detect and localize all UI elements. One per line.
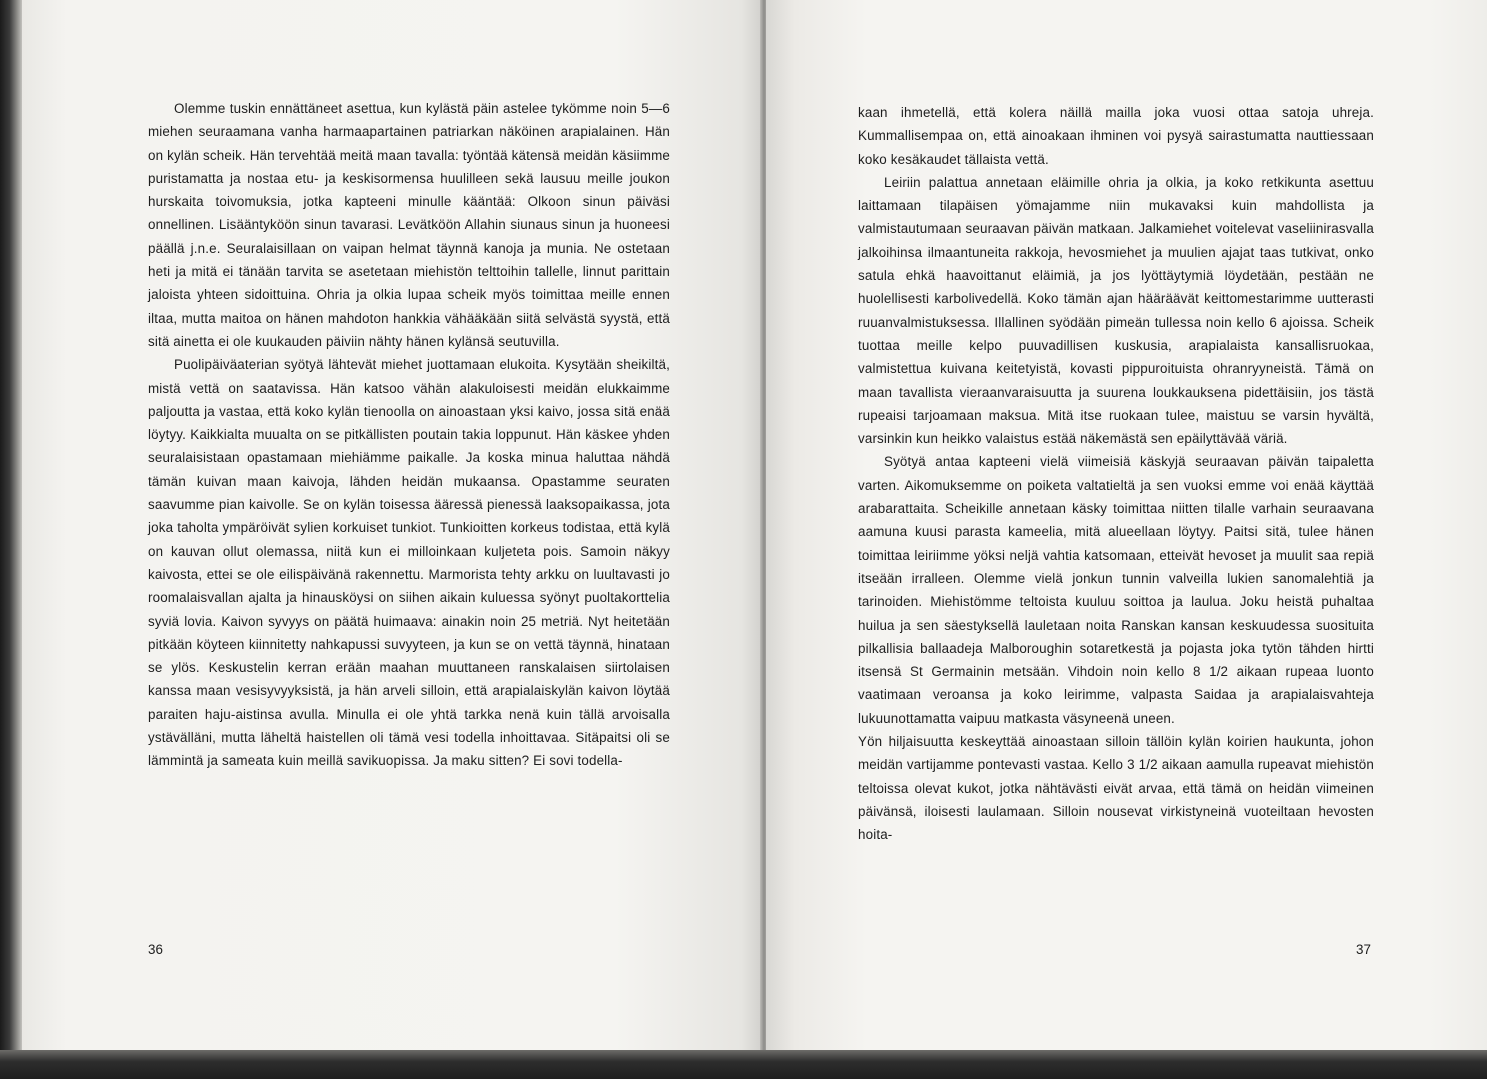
scanner-edge-shadow [0,0,24,1079]
right-page-text [858,101,1374,847]
paragraph: kaan ihmetellä, että kolera näillä mailla joka vuosi ottaa satoja uhreja. Kummallisempaa on, että ainoakaan ihminen voi pysyä sairastumatta nauttiessaan koko kesäkaudet tällaista vettä. [858,105,1374,167]
left-page [22,0,764,1052]
scanner-bottom-shadow [0,1050,1487,1079]
right-page [766,0,1487,1056]
paragraph: Yön hiljaisuutta keskeyttää ainoastaan silloin tällöin kylän koirien haukunta, johon meidän vartijamme pontevasti vastaa. Kello 3 1/2 aikaan aamulla rupeavat miehistön teltoissa olevat kukot, jotka nähtävästi eivät arvaa, että tämä on heidän viimeinen päivänsä, iloisesti laulamaan. Silloin nousevat virkistyneinä vuoteiltaan hevosten hoita- [858,734,1374,843]
paragraph: Leiriin palattua annetaan eläimille ohria ja olkia, ja koko retkikunta asettuu laittamaan tilapäisen yömajamme niin mukavaksi kuin mahdollista ja valmistautumaan seuraavan päivän matkaan. Jalkamiehet voitelevat vaseliinirasvalla jalkoihinsa ilmaantuneita rakkoja, hevosmiehet ja muulien ajajat taas tutkivat, onko satula ehkä haavoittanut eläimiä, ja jos lyöttäytymiä löydetään, pestään ne huolellisesti karbolivedellä. Koko tämän ajan hääräävät keittomestarimme uutterasti ruuanvalmistuksessa. Illallinen syödään pimeän tullessa noin kello 6 ajoissa. Scheik tuottaa meille kelpo puuvadillisen kuskusia, arapialaista kansallisruokaa, valmistettua kuivana keitetyistä, kovasti pippuroituista ohranryyneistä. Tämä on maan tavallista vieraanvaraisuutta ja suurena loukkauksena pidettäisiin, jos tästä rupeaisi tarjoamaan maksua. Mitä itse ruokaan tulee, maistuu se varsin hyvältä, varsinkin kun heikko valaistus estää näkemästä sen epäilyttävää väriä. [858,174,1374,447]
page-number: 37 [1356,942,1371,957]
page-number: 36 [148,942,163,957]
left-page-text [148,97,670,773]
paragraph: Olemme tuskin ennättäneet asettua, kun kylästä päin astelee tykömme noin 5—6 miehen seuraamana vanha harmaapartainen patriarkan näköinen arapialainen. Hän on kylän scheik. Hän tervehtää meitä maan tavalla: työntää kätensä meidän käsiimme puristamatta ja nostaa etu- ja keskisormensa huulilleen sekä lausuu meille joukon hurskaita toivomuksia, jotka kapteeni minulle kääntää: Olkoon sinun päiväsi onnellinen. Lisääntyköön sinun tavarasi. Levätköön Allahin siunaus sinun ja huoneesi päällä j.n.e. Seuralaisillaan on vaipan helmat täynnä kanoja ja munia. Ne ostetaan heti ja mitä ei tänään tarvita se asetetaan miehistön telttoihin tallelle, linnut parittain jaloista yhteen sidoittuina. Ohria ja olkia lupaa scheik myös toimittaa meille ennen iltaa, mutta maitoa on hänen mahdoton hankkia vähääkään siitä selvästä syystä, että sitä ainetta ei ole kuukauden päiviin nähty hänen kylänsä seutuvilla. [148,101,670,349]
paragraph: Syötyä antaa kapteeni vielä viimeisiä käskyjä seuraavan päivän taipaletta varten. Aikomuksemme on poiketa valtatieltä ja sen vuoksi emme voi enää käyttää arabarattaita. Scheikille annetaan käsky toimittaa niitten tilalle varhain seuraavana aamuna kuusi parasta kameelia, mitä alueellaan löytyy. Paitsi sitä, tulee hänen toimittaa leiriimme yöksi neljä vahtia katsomaan, etteivät hevoset ja muulit saa repiä itseään irralleen. Olemme vielä jonkun tunnin valveilla lukien sanomalehtiä ja tarinoiden. Miehistömme teltoista kuuluu soittoa ja laulua. Joku heistä puhaltaa huilua ja sen säestyksellä lauletaan noita Ranskan kansan keskuudessa suosituita pilkallisia ballaadeja Malboroughin sotaretkestä ja pojasta joka tytön tähden hirtti itsensä St Germainin metsään. Vihdoin noin kello 8 1/2 aikaan rupeaa luonto vaatimaan veroansa ja koko leirimme, valpasta Saidaa ja arapialaisvahteja lukuunottamatta vaipuu matkasta väsyneenä uneen. [858,454,1374,726]
paragraph: Puolipäiväaterian syötyä lähtevät miehet juottamaan elukoita. Kysytään sheikiltä, mistä vettä on saatavissa. Hän katsoo vähän alakuloisesti meidän elukkaimme paljoutta ja vastaa, että koko kylän tienoolla on ainoastaan yksi kaivo, jossa sitä enää löytyy. Kaikkialta muualta on se pitkällisten poutain takia loppunut. Hän käskee yhden seuralaisistaan opastamaan miehiämme paikalle. Ja koska minua haluttaa nähdä tämän kuivan maan kaivoja, lähden heidän mukaansa. Opastamme seuraten saavumme pian kaivolle. Se on kylän toisessa ääressä pienessä laaksopaikassa, jota joka taholta ympäröivät sylien korkuiset tunkiot. Tunkioitten korkeus todistaa, että kylä on kauvan ollut olemassa, niitä kun ei milloinkaan kuljeteta pois. Samoin näkyy kaivosta, ettei se ole eilispäivänä rakennettu. Marmorista tehty arkku on luultavasti jo roomalaisvallan ajalta ja hinausköysi on siihen aikain kuluessa syönyt puoltakorttelia syviä lovia. Kaivon syvyys on päätä huimaava: ainakin noin 25 metriä. Nyt heitetään pitkään köyteen kiinnitetty nahkapussi suvyyteen, ja kun se on vettä täynnä, hinataan se ylös. Keskustelin kerran erään maahan muuttaneen ranskalaisen siirtolaisen kanssa maan vesisyvyyksistä, ja hän arveli silloin, että arapialaiskylän kaivon löytää paraiten haju-aistinsa avulla. Minulla ei ole yhtä tarkka nenä kuin tällä arvoisalla ystävälläni, mutta läheltä haistellen oli tämä vesi todella inhoittavaa. Sitäpaitsi oli se lämmintä ja sameata kuin meillä savikuopissa. Ja maku sitten? Ei sovi todella- [148,357,670,769]
